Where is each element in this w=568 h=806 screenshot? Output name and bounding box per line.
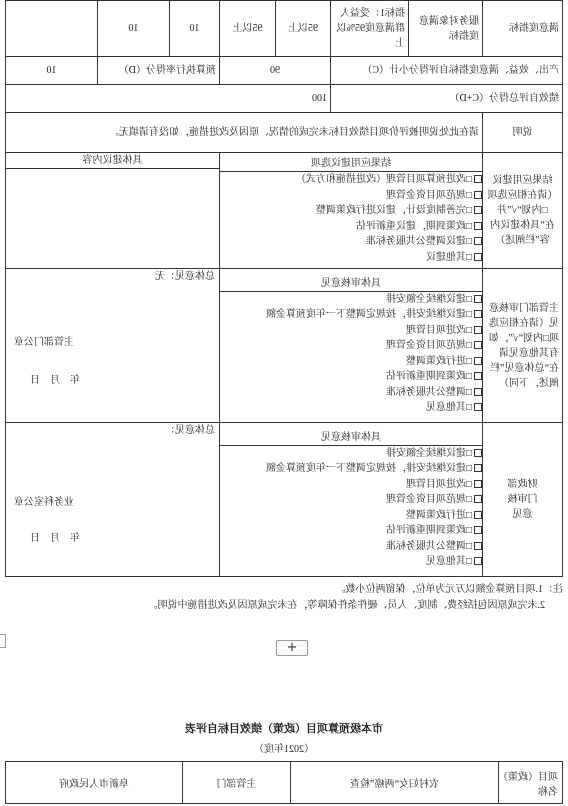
option-label: □建议继续安排，按规定调整下一年度预算金额: [265, 309, 472, 320]
finance-review-options: [220, 423, 483, 577]
checkbox-icon[interactable]: [474, 175, 482, 183]
option-label: □其他意见: [425, 402, 472, 413]
total-score-label: 绩效自评总得分（C+D）: [331, 85, 563, 113]
options-header: 结果应用建议选项: [220, 156, 482, 172]
option-item[interactable]: [220, 234, 482, 250]
total-score-row: [6, 85, 563, 113]
weight-score: 10: [170, 1, 220, 57]
checkbox-icon[interactable]: [474, 557, 482, 565]
option-label: □进行政策调整: [405, 355, 472, 367]
satisfaction-subcategory: 服务对象满意度指标: [409, 1, 483, 57]
subtotal-row: [6, 57, 563, 85]
checkbox-icon[interactable]: [474, 511, 482, 519]
department-label: 主管部门: [183, 762, 291, 804]
option-label: □建议继续全额安排: [385, 447, 472, 459]
option-item[interactable]: [220, 219, 482, 235]
option-item[interactable]: [220, 385, 482, 401]
checkbox-icon[interactable]: [474, 310, 482, 318]
overall-opinion: 总体意见：无: [155, 271, 215, 282]
seal-label: 主管部门公章: [14, 337, 74, 348]
option-label: □建议继续全额安排: [385, 293, 472, 305]
report-year: （2021年度）: [254, 744, 314, 755]
subtotal-value: 90: [220, 57, 331, 85]
subtotal-label: 产出、效益、满意度指标自评得分小计（C）: [331, 57, 563, 85]
option-label: □其他建议: [425, 251, 472, 263]
annual-target: 95以上: [276, 1, 331, 57]
satisfaction-row: [6, 1, 563, 57]
option-item[interactable]: [220, 523, 482, 539]
supervisor-review-label: 主管部门审核意见（请在相应选项□内划“√”，如有其他意见请在“总体意见”栏阐述，下同）: [483, 269, 563, 423]
option-item[interactable]: [220, 323, 482, 339]
checkbox-icon[interactable]: [474, 357, 482, 365]
project-name: 农村妇女“两癌”检查: [291, 762, 499, 804]
option-label: □建议继续安排，按规定调整下一年度预算金额: [265, 463, 472, 474]
option-item[interactable]: [220, 461, 482, 477]
options-header: 具体审核意见: [220, 430, 482, 446]
scroll-handle[interactable]: [0, 634, 6, 648]
checkbox-icon[interactable]: [474, 495, 482, 503]
project-info-table: [5, 761, 563, 804]
option-label: □进行政策调整: [405, 509, 472, 521]
option-label: □完善制度设计，建议进行政策调整: [315, 205, 472, 216]
checkbox-icon[interactable]: [474, 449, 482, 457]
explanation-text: 请在此处说明被评价项目绩效目标未完成的情况、原因及改进措施，如没有请填无。: [6, 113, 483, 153]
note-2: 2.未完成原因包括经费、制度、人员、硬件条件保障等，在未完成原因及改进措施中说明。: [147, 600, 545, 611]
option-item[interactable]: [220, 250, 482, 266]
result-application-row: [6, 153, 563, 269]
option-label: □改进项目管理: [405, 324, 472, 336]
option-label: □调整公共服务标准: [385, 540, 472, 552]
options-header: 具体审核意见: [220, 276, 482, 292]
checkbox-icon[interactable]: [474, 206, 482, 214]
option-label: □建议调整公共服务标准: [365, 236, 472, 247]
result-application-detail: [6, 153, 220, 269]
option-label: □政策到期，建议重新评估: [355, 220, 472, 232]
checkbox-icon[interactable]: [474, 222, 482, 230]
finance-review-label: 财政部门审核意见: [483, 423, 563, 577]
overall-opinion: 总体意见：: [165, 425, 215, 436]
checkbox-icon[interactable]: [474, 326, 482, 334]
notes: [6, 582, 563, 614]
explanation-label: 说明: [483, 113, 563, 153]
option-label: □规范项目资金管理: [385, 340, 472, 351]
project-name-label: 项目（政策）名称: [499, 762, 563, 804]
checkbox-icon[interactable]: [474, 253, 482, 261]
supervisor-review-row: [6, 269, 563, 423]
option-item[interactable]: [220, 492, 482, 508]
project-info-row: [6, 762, 563, 804]
department-name: 阜新市人民政府: [6, 762, 183, 804]
satisfaction-indicator: 指标1：受益人群满意度95%以上: [331, 1, 409, 57]
option-label: □改进预算项目管理（改进措施和方式）: [295, 174, 472, 185]
option-item[interactable]: [220, 554, 482, 570]
deviation-note: [6, 1, 98, 57]
option-item[interactable]: [220, 307, 482, 323]
note-1: 注：1.项目预算金额以万元为单位，保留两位小数。: [335, 584, 563, 595]
option-label: □规范项目资金管理: [385, 494, 472, 505]
option-label: □其他意见: [425, 556, 472, 567]
option-item[interactable]: [220, 338, 482, 354]
option-item[interactable]: [220, 508, 482, 524]
total-score-value: 100: [6, 85, 331, 113]
option-label: □政策到期重新评估: [385, 525, 472, 536]
option-label: □政策到期重新评估: [385, 371, 472, 382]
option-item[interactable]: [220, 400, 482, 416]
actual-value: 95以上: [220, 1, 276, 57]
self-score: 10: [98, 1, 170, 57]
option-item[interactable]: [220, 446, 482, 462]
checkbox-icon[interactable]: [474, 403, 482, 411]
option-item[interactable]: [220, 172, 482, 188]
checkbox-icon[interactable]: [474, 372, 482, 380]
option-item[interactable]: [220, 477, 482, 493]
satisfaction-category: 满意度指标: [483, 1, 563, 57]
checkbox-icon[interactable]: [474, 388, 482, 396]
result-application-label: 结果应用建议（请在相应选项□内划“√”并在“具体建议内容”栏阐述）: [483, 153, 563, 269]
checkbox-icon[interactable]: [474, 542, 482, 550]
checkbox-icon[interactable]: [474, 526, 482, 534]
option-label: □调整公共服务标准: [385, 386, 472, 398]
checkbox-icon[interactable]: [474, 191, 482, 199]
option-item[interactable]: [220, 539, 482, 555]
option-item[interactable]: [220, 188, 482, 204]
explanation-row: [6, 113, 563, 153]
checkbox-icon[interactable]: [474, 341, 482, 349]
checkbox-icon[interactable]: [474, 464, 482, 472]
checkbox-icon[interactable]: [474, 480, 482, 488]
date-label: 年 月 日: [30, 533, 80, 544]
option-label: □规范项目资金管理: [385, 189, 472, 201]
result-application-options: [220, 153, 483, 269]
execution-rate-label: 预算执行率得分（D）: [98, 57, 220, 85]
execution-rate-value: 10: [6, 57, 98, 85]
evaluation-table: [5, 0, 563, 577]
option-item[interactable]: [220, 292, 482, 308]
supervisor-review-options: [220, 269, 483, 423]
detail-header: 具体建议内容: [6, 153, 219, 169]
seal-label: 业务科室公章: [14, 497, 74, 508]
checkbox-icon[interactable]: [474, 237, 482, 245]
finance-review-detail: [6, 423, 220, 577]
option-label: □改进项目管理: [405, 478, 472, 490]
checkbox-icon[interactable]: [474, 295, 482, 303]
report-title: 市本级预算项目（政策）绩效目标自评表: [185, 723, 383, 735]
option-item[interactable]: [220, 203, 482, 219]
finance-review-row: [6, 423, 563, 577]
supervisor-review-detail: [6, 269, 220, 423]
option-item[interactable]: [220, 369, 482, 385]
add-button[interactable]: +: [276, 640, 308, 656]
date-label: 年 月 日: [30, 375, 80, 386]
option-item[interactable]: [220, 354, 482, 370]
